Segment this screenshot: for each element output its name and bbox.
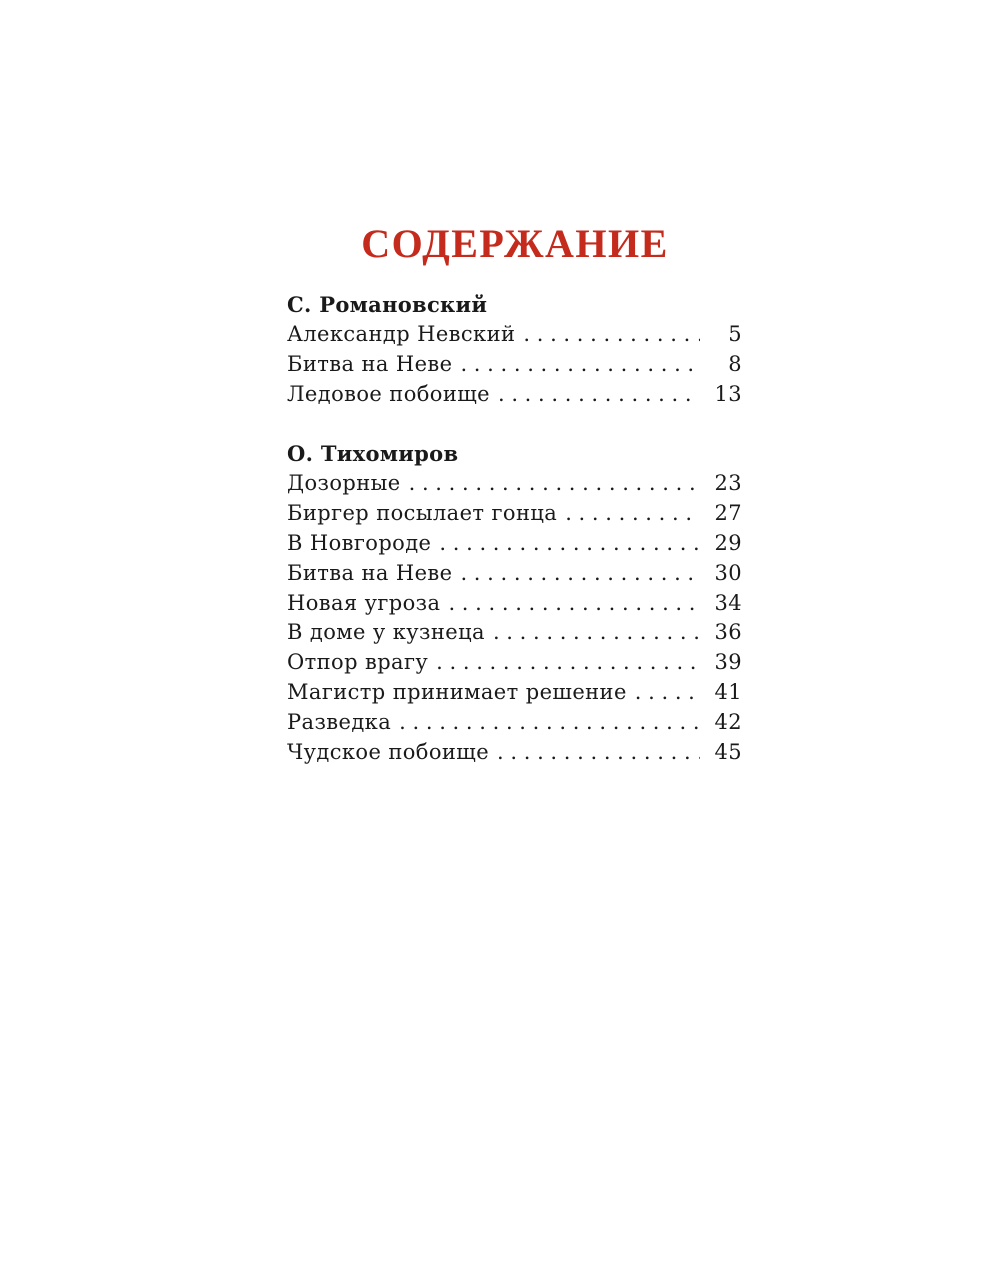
section-author: С. Романовский	[287, 292, 488, 317]
entry-title: Битва на Неве	[287, 560, 453, 585]
entry-title: Ледовое побоище	[287, 381, 490, 406]
toc-entry[interactable]	[287, 380, 742, 410]
dot-leader	[497, 738, 700, 768]
table-of-contents	[287, 290, 742, 797]
entry-title: Биргер посылает гонца	[287, 501, 558, 526]
page-title: СОДЕРЖАНИЕ	[361, 221, 669, 266]
entry-page-number: 41	[714, 679, 742, 704]
entry-title: Магистр принимает решение	[287, 679, 627, 704]
dot-leader	[523, 320, 700, 350]
entry-page-number: 42	[714, 709, 742, 734]
entry-page-number: 8	[728, 351, 742, 376]
toc-entry[interactable]	[287, 589, 742, 619]
toc-entry[interactable]	[287, 618, 742, 648]
toc-entry[interactable]	[287, 678, 742, 708]
dot-leader	[493, 618, 700, 648]
entry-title: Чудское побоище	[287, 739, 490, 764]
dot-leader	[409, 469, 700, 499]
toc-section-tikhomirov	[287, 439, 742, 767]
entry-page-number: 13	[714, 381, 742, 406]
entry-title: Разведка	[287, 709, 392, 734]
entry-page-number: 23	[714, 471, 742, 496]
dot-leader	[439, 529, 700, 559]
toc-entry[interactable]	[287, 648, 742, 678]
entry-page-number: 27	[714, 501, 742, 526]
entry-title: Битва на Неве	[287, 351, 453, 376]
entry-title: В Новгороде	[287, 530, 432, 555]
dot-leader	[565, 499, 700, 529]
section-author: О. Тихомиров	[287, 441, 459, 467]
entry-title: В доме у кузнеца	[287, 620, 485, 645]
dot-leader	[635, 678, 700, 708]
toc-entry[interactable]	[287, 529, 742, 559]
entry-title: Новая угроза	[287, 590, 441, 615]
toc-entry[interactable]	[287, 738, 742, 768]
dot-leader	[436, 648, 700, 678]
entry-page-number: 5	[728, 322, 742, 346]
entry-title: Александр Невский	[287, 322, 516, 346]
toc-section-romanovsky	[287, 290, 742, 409]
dot-leader	[399, 708, 700, 738]
entry-page-number: 36	[714, 620, 742, 645]
toc-entry[interactable]	[287, 320, 742, 350]
entry-page-number: 45	[714, 739, 742, 764]
dot-leader	[460, 350, 700, 380]
toc-entry[interactable]	[287, 350, 742, 380]
toc-entry[interactable]	[287, 559, 742, 589]
toc-entry[interactable]	[287, 708, 742, 738]
entry-page-number: 30	[714, 560, 742, 585]
entry-page-number: 34	[714, 590, 742, 615]
entry-title: Отпор врагу	[287, 650, 429, 675]
dot-leader	[498, 380, 700, 410]
entry-page-number: 39	[714, 650, 742, 675]
toc-entry[interactable]	[287, 499, 742, 529]
entry-title: Дозорные	[287, 471, 401, 496]
entry-page-number: 29	[714, 530, 742, 555]
dot-leader	[460, 559, 700, 589]
toc-entry[interactable]	[287, 469, 742, 499]
dot-leader	[448, 589, 700, 619]
